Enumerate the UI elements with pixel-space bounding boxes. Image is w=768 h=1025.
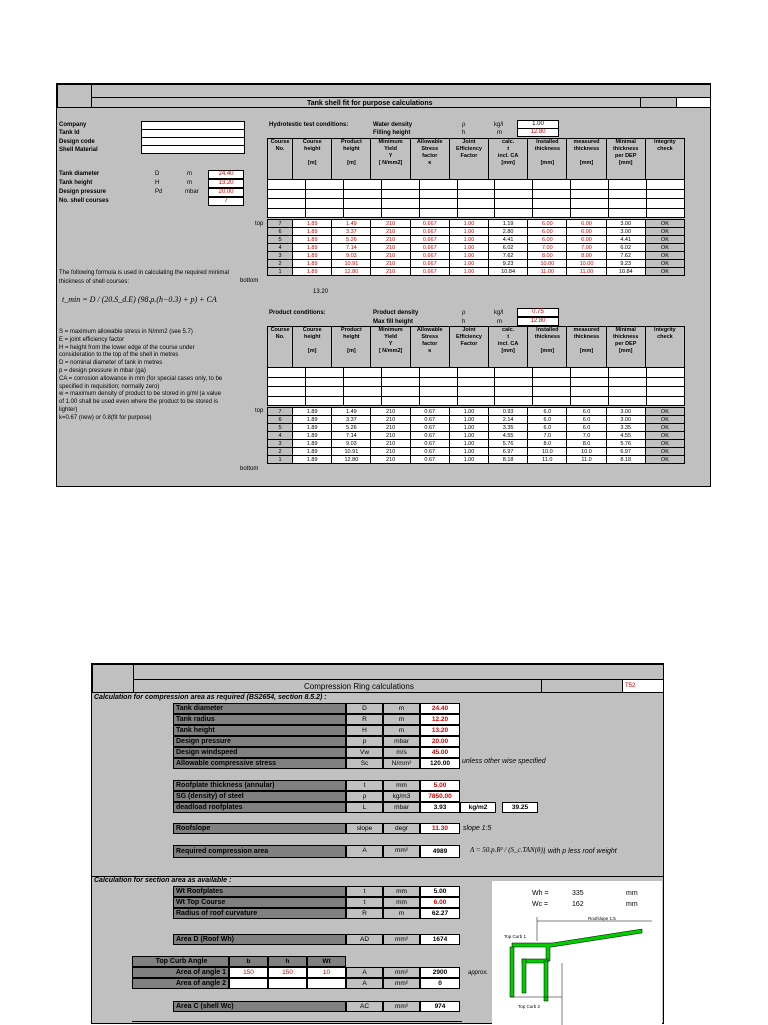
area-d-label: Area D (Roof Wh) [173, 934, 346, 945]
row-sym: t [346, 897, 383, 908]
param-unit: m [187, 180, 192, 186]
table-row: 2 1.89 10.91 210 0.67 1.00 6.97 10.0 10.0 6.97 OK [268, 448, 685, 456]
curb-diagram [492, 881, 662, 1025]
angle2-label: Area of angle 2 [132, 978, 229, 989]
blank-row [268, 208, 685, 218]
row-sym: D [346, 703, 383, 714]
row-label: Roofplate thickness (annular) [173, 780, 346, 791]
tank-diameter-input[interactable]: 24.40 [208, 170, 244, 179]
row-value[interactable]: 20.00 [420, 736, 460, 747]
legend-line: D = nominal diameter of tank in metres [59, 360, 163, 367]
area-d-value: 1674 [420, 934, 460, 945]
row-sym: Vw [346, 747, 383, 758]
title-spacer [541, 679, 623, 693]
angle1-unit: mm² [383, 967, 420, 978]
filling-height-input[interactable]: 12.80 [517, 128, 559, 137]
legend-line: k=0.67 (new) or 0.8(fit for purpose) [59, 414, 152, 421]
kgm2-value: 39.25 [502, 802, 538, 813]
row-unit: mm [383, 780, 420, 791]
bottom-label: bottom [240, 278, 259, 284]
table-row: 5 1.89 5.26 210 0.667 1.00 4.41 6.00 6.00 4.41 OK [268, 236, 685, 244]
legend-line: specified in requisition; normally zero) [59, 383, 160, 390]
area-c-unit: mm² [383, 1001, 420, 1012]
tank-id-label: Tank Id [59, 130, 80, 136]
area-c-value: 974 [420, 1001, 460, 1012]
row-unit: mbar [383, 802, 420, 813]
shell-calc-sheet [56, 83, 711, 487]
col-header: Course No. [268, 327, 293, 368]
param-sym: D [155, 171, 160, 177]
angle1-sym: A [346, 967, 383, 978]
shell-material-label: Shell Material [59, 147, 98, 153]
wh-label: Wh = [532, 890, 549, 897]
legend-line: E = joint efficiency factor [59, 336, 125, 343]
col-header: Installed thickness [mm] [528, 327, 567, 368]
top-label-2: top [255, 408, 264, 414]
col-header: Product height [m] [332, 327, 371, 368]
col-header: measured thickness [mm] [567, 327, 606, 368]
row-label: Design windspeed [173, 747, 346, 758]
section1-title: Calculation for compression area as required (BS2654, section 8.5.2) : [94, 694, 327, 701]
roofslope-label: Roofslope [173, 823, 346, 834]
blank-row [268, 180, 685, 190]
formula-legend [59, 329, 244, 423]
required-note: , with p less roof weight [544, 848, 617, 855]
blank-row [268, 189, 685, 199]
row-value[interactable]: 45.00 [420, 747, 460, 758]
angle1-h[interactable]: 150 [268, 967, 307, 978]
table-row: 6 1.89 3.37 210 0.667 1.00 2.80 6.00 6.00 3.00 OK [268, 228, 685, 236]
sheet2-corner [92, 664, 134, 693]
slope-note: slope 1:5 [463, 825, 492, 832]
row-value[interactable]: 5.00 [420, 780, 460, 791]
col-header: Joint Efficiency Factor [449, 327, 488, 368]
area-c-label: Area C (shell Wc) [173, 1001, 346, 1012]
legend-line: p = design pressure in mbar (ga) [59, 367, 146, 374]
row-sym: L [346, 802, 383, 813]
col-header: Minimal thickness per DEP [mm] [606, 139, 645, 180]
approx-note: approx. [468, 970, 489, 976]
col-header: Joint Efficiency Factor [449, 139, 488, 180]
legend-line: consideration to the top of the shell in metres [59, 352, 179, 359]
legend-line: lighter) [59, 406, 78, 413]
row-label: Radius of roof curvature [173, 908, 346, 919]
angle1-value: 2900 [420, 967, 460, 978]
ref-cell[interactable]: T52 [622, 679, 664, 693]
row-unit: m [383, 908, 420, 919]
col-header: Integrity check [645, 139, 684, 180]
area-d-unit: mm² [383, 934, 420, 945]
angle-header-b: b [229, 956, 268, 967]
hydro-blank-rows [267, 179, 685, 218]
table-row: 4 1.89 7.14 210 0.667 1.00 6.02 7.00 7.00 6.02 OK [268, 244, 685, 252]
col-header: Course No. [268, 139, 293, 180]
wh-value: 335 [572, 890, 584, 897]
company-label: Company [59, 122, 87, 128]
title-cell-right [640, 97, 677, 108]
row-label: SG (density) of steel [173, 791, 346, 802]
legend-line: S = maximum allowable stress in N/mm2 (see 5.7) [59, 329, 193, 335]
row-unit: mm [383, 897, 420, 908]
water-density-unit: kg/l [494, 122, 504, 128]
table-row: 7 1.89 1.49 210 0.67 1.00 0.93 6.0 6.0 3.00 OK [268, 408, 685, 416]
row-label: Wt Top Course [173, 897, 346, 908]
col-header: Allowable Stress factor κ [410, 327, 449, 368]
roofslope-unit: degr [383, 823, 420, 834]
top-curb2-label: Top Curb 2 [518, 1004, 541, 1009]
curb-angle-title: Top Curb Angle [132, 956, 229, 967]
param-label: Tank diameter [59, 171, 100, 177]
col-header: measured thickness [mm] [567, 139, 606, 180]
row-label: Tank height [173, 725, 346, 736]
col-header: Installed thickness [mm] [528, 139, 567, 180]
param-unit: m [187, 171, 192, 177]
kgm2-label: kg/m2 [460, 802, 496, 813]
hydro-table [267, 219, 685, 276]
sheet-corner [57, 84, 92, 108]
param-sym: Pd [155, 189, 163, 195]
thickness-formula: t_min = D / (20.S_d.E) (98.ρ.(h−0.3) + p) + CA [62, 295, 217, 304]
table-row: 7 1.89 1.49 210 0.667 1.00 1.19 6.00 6.00 3.00 OK [268, 220, 685, 228]
roofslope-input[interactable]: 11.30 [420, 823, 460, 834]
table-row: 5 1.89 5.26 210 0.67 1.00 3.35 6.0 6.0 3.35 OK [268, 424, 685, 432]
title-bar [91, 97, 641, 108]
angle-header-h: h [268, 956, 307, 967]
max-fill-input[interactable]: 12.80 [517, 317, 559, 326]
product-density-unit: kg/l [494, 310, 504, 316]
filling-height-label: Filling height [373, 130, 411, 136]
row-value[interactable]: 6.00 [420, 897, 460, 908]
blank-row [268, 199, 685, 209]
row-label: Tank diameter [173, 703, 346, 714]
compression-sheet [91, 663, 664, 1024]
water-density-input[interactable]: 1.00 [517, 120, 559, 129]
row-sym: R [346, 714, 383, 725]
legend-line: w = maximum density of product to be stored in g/ml (a value [59, 391, 221, 398]
sheet-header-bar [91, 84, 711, 98]
row-unit: m [383, 703, 420, 714]
product-density-input[interactable]: 0.75 [517, 308, 559, 317]
filling-height-sym: h [462, 130, 466, 136]
blank-row [268, 387, 685, 397]
product-table [267, 407, 685, 464]
area-c-sym: AC [346, 1001, 383, 1012]
row-value[interactable]: 12.20 [420, 714, 460, 725]
angle2-wt[interactable] [307, 978, 346, 989]
row-unit: mm [383, 886, 420, 897]
row-label: Design pressure [173, 736, 346, 747]
col-header: Allowable Stress factor κ [410, 139, 449, 180]
compression-title: Compression Ring calculations [304, 682, 414, 691]
title-input-cell[interactable] [676, 97, 711, 108]
product-table-header [267, 326, 685, 368]
top-label: top [255, 221, 264, 227]
row-unit: m [383, 725, 420, 736]
height-sum: 13.20 [313, 289, 329, 295]
col-header: Minimum Yield Y [ N/mm2] [371, 139, 410, 180]
row-label: deadload roofplates [173, 802, 346, 813]
col-header: Course height [m] [293, 327, 332, 368]
param-label: No. shell courses [59, 198, 109, 204]
legend-line: CA = corrosion allowance in mm (for special cases only, to be [59, 375, 223, 382]
col-header: calc. t incl. CA [mm] [489, 327, 528, 368]
row-unit: kg/m3 [383, 791, 420, 802]
bottom-label-2: bottom [240, 466, 259, 472]
angle2-value: 0 [420, 978, 460, 989]
row-sym: Sc [346, 758, 383, 769]
hydro-title: Hydrotestic test conditions: [269, 122, 349, 128]
row-sym: t [346, 886, 383, 897]
row-sym: p [346, 736, 383, 747]
water-density-label: Water density [373, 122, 413, 128]
design-code-label: Design code [59, 139, 95, 145]
wc-unit: mm [626, 901, 638, 908]
unless-note: unless other wise specified [462, 758, 546, 765]
angle2-b[interactable] [229, 978, 268, 989]
col-header: calc. t incl. CA [mm] [489, 139, 528, 180]
table-row: 4 1.89 7.14 210 0.67 1.00 4.55 7.0 7.0 4.55 OK [268, 432, 685, 440]
col-header: Product height [m] [332, 139, 371, 180]
row-sym: t [346, 780, 383, 791]
blank-row [268, 368, 685, 378]
row-value[interactable]: 7850.00 [420, 791, 460, 802]
table-row: 3 1.89 9.03 210 0.667 1.00 7.62 8.00 8.00 7.62 OK [268, 252, 685, 260]
param-unit: mbar [185, 189, 199, 195]
row-unit: mbar [383, 736, 420, 747]
product-blank-rows [267, 367, 685, 406]
angle1-b[interactable]: 150 [229, 967, 268, 978]
required-area-unit: mm² [383, 845, 420, 858]
row-value: 3.93 [420, 802, 460, 813]
required-area-sym: A [346, 845, 383, 858]
row-value: 5.00 [420, 886, 460, 897]
shell-material-input[interactable] [141, 145, 245, 154]
max-fill-unit: m [497, 319, 502, 325]
section2-title: Calculation for section area as available : [94, 877, 232, 884]
row-unit: m [383, 714, 420, 725]
roofslope-diagram-label: Roofslope 1:5 [588, 916, 616, 921]
blank-row [268, 396, 685, 406]
row-sym: H [346, 725, 383, 736]
param-label: Design pressure [59, 189, 107, 195]
angle1-wt[interactable]: 10 [307, 967, 346, 978]
row-label: Tank radius [173, 714, 346, 725]
sheet-title: Tank shell fit for purpose calculations [307, 100, 433, 107]
col-header: Course height [m] [293, 139, 332, 180]
row-value[interactable]: 24.40 [420, 703, 460, 714]
product-title: Product conditions: [269, 310, 326, 316]
legend-line: H = height from the lower edge of the course under [59, 344, 195, 351]
product-density-label: Product density [373, 310, 419, 316]
top-curb-label: Top Curb 1 [504, 934, 527, 939]
row-unit: N/mm² [383, 758, 420, 769]
tank-height-input[interactable]: 13.20 [208, 179, 244, 188]
compression-title-bar [133, 679, 542, 693]
angle2-sym: A [346, 978, 383, 989]
angle2-h[interactable] [268, 978, 307, 989]
table-row: 3 1.89 9.03 210 0.67 1.00 5.76 8.0 8.0 5.76 OK [268, 440, 685, 448]
wh-unit: mm [626, 890, 638, 897]
param-sym: H [155, 180, 160, 186]
param-label: Tank height [59, 180, 93, 186]
row-value[interactable]: 13.20 [420, 725, 460, 736]
required-area-value: 4989 [420, 845, 460, 858]
row-value: 62.27 [420, 908, 460, 919]
row-sym: ρ [346, 791, 383, 802]
angle-header-wt: Wt [307, 956, 346, 967]
design-pressure-input[interactable]: 20.00 [208, 188, 244, 197]
table-row: 1 1.89 12.80 210 0.67 1.00 8.18 11.0 11.0 8.18 OK [268, 456, 685, 464]
required-formula: A = 50.p.R² / (S_c.TAN(θ)) [470, 846, 546, 854]
bottom-line [132, 1021, 462, 1022]
col-header: Minimal thickness per DEP [mm] [606, 327, 645, 368]
col-header: Minimum Yield Y [ N/mm2] [371, 327, 410, 368]
row-unit: m/s [383, 747, 420, 758]
required-area-label: Required compression area [173, 845, 346, 858]
max-fill-label: Max fill height [373, 319, 414, 325]
legend-line: of 1.00 shall be used even where the product to be stored is [59, 399, 219, 406]
product-density-sym: ρ [462, 310, 466, 316]
water-density-sym: ρ [462, 122, 466, 128]
table-row: 2 1.89 10.91 210 0.667 1.00 9.23 10.00 10.00 9.23 OK [268, 260, 685, 268]
blank-row [268, 377, 685, 387]
row-label: Wt Roofplates [173, 886, 346, 897]
row-label: Allowable compressive stress [173, 758, 346, 769]
table-row: 1 1.89 12.80 210 0.667 1.00 10.84 11.00 11.00 10.84 OK [268, 268, 685, 276]
angle1-label: Area of angle 1 [132, 967, 229, 978]
max-fill-sym: h [462, 319, 466, 325]
row-sym: R [346, 908, 383, 919]
wc-value: 162 [572, 901, 584, 908]
wc-label: Wc = [532, 901, 549, 908]
roofslope-sym: slope [346, 823, 383, 834]
angle2-unit: mm² [383, 978, 420, 989]
row-value: 120.00 [420, 758, 460, 769]
formula-intro: The following formula is used in calculating the required minimal thickness of shell courses: [59, 270, 230, 285]
filling-height-unit: m [497, 130, 502, 136]
sheet2-header-bar [133, 664, 664, 680]
shell-courses-input[interactable]: 7 [208, 197, 244, 206]
table-row: 6 1.89 3.37 210 0.67 1.00 2.14 6.0 6.0 3.00 OK [268, 416, 685, 424]
col-header: Integrity check [645, 327, 684, 368]
area-d-sym: AD [346, 934, 383, 945]
hydro-table-header [267, 138, 685, 180]
